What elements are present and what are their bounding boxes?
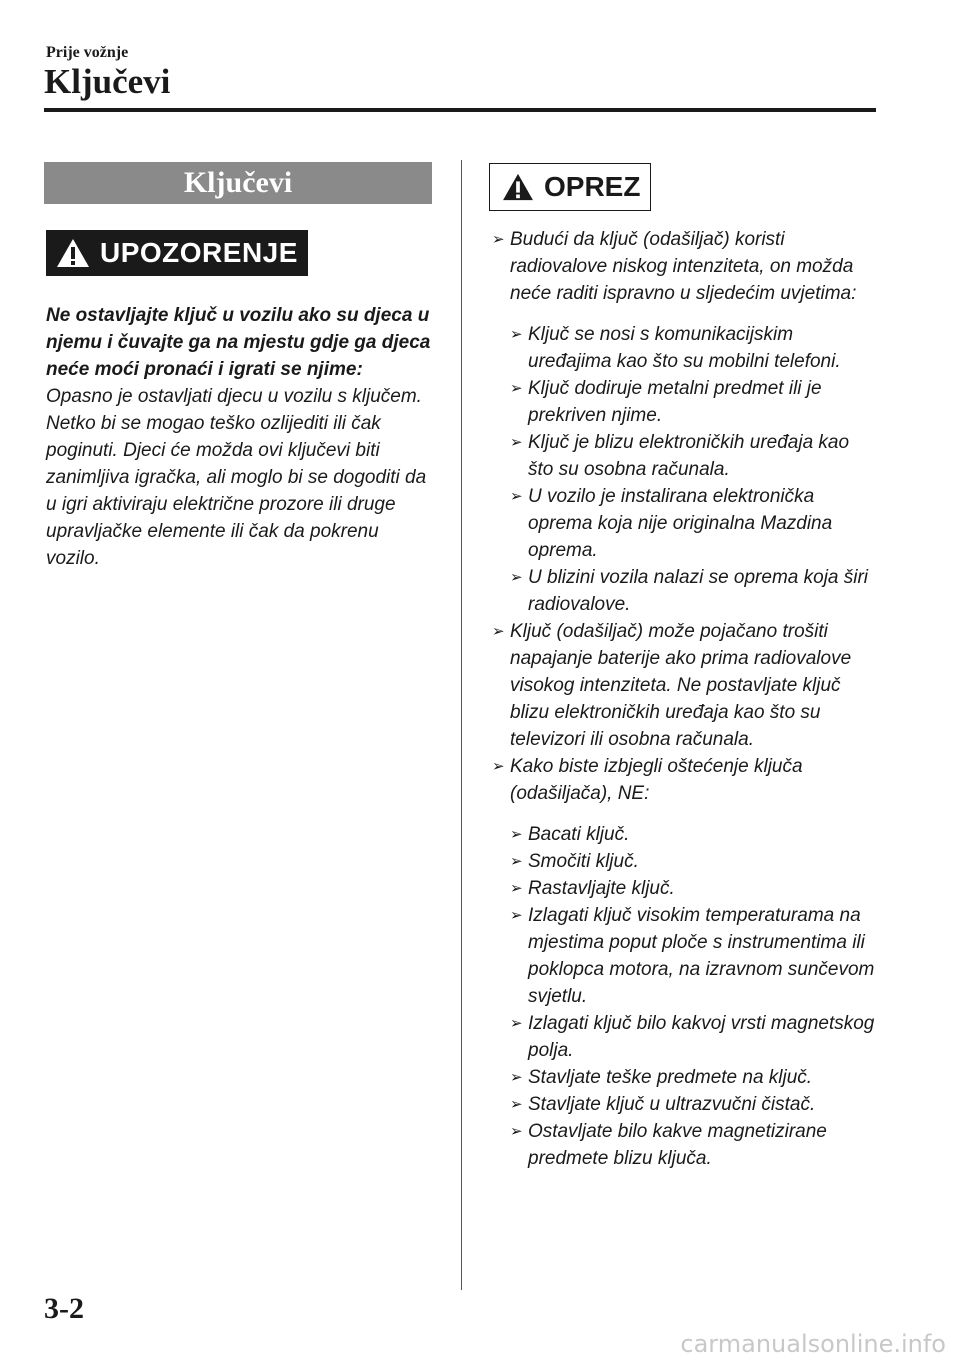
caution-subitem: ➢ Smočiti ključ. [510,848,877,875]
caution-subitem: ➢ U blizini vozila nalazi se oprema koja širi radiovalove. [510,564,877,618]
arrow-bullet-icon: ➢ [510,1123,523,1140]
caution-icon [502,173,534,201]
caution-subitem: ➢ Ostavljate bilo kakve magnetizirane predmete blizu ključa. [510,1118,877,1172]
arrow-bullet-icon: ➢ [510,1015,523,1032]
chapter-label: Prije vožnje [46,44,129,61]
arrow-bullet-icon: ➢ [510,880,523,897]
caution-subitem: ➢ Ključ je blizu elektroničkih uređaja kao što su osobna računala. [510,429,877,483]
arrow-bullet-icon: ➢ [510,380,523,397]
caution-subitem: ➢ Izlagati ključ bilo kakvoj vrsti magnetskog polja. [510,1010,877,1064]
caution-item: ➢ Budući da ključ (odašiljač) koristi radiovalove niskog intenziteta, on možda neće raditi ispravno u sljedećim uvjetima: [492,226,877,307]
caution-subitem: ➢ Ključ dodiruje metalni predmet ili je prekriven njime. [510,375,877,429]
arrow-bullet-icon: ➢ [492,758,505,775]
caution-banner [489,163,651,211]
caution-subitem: ➢ Bacati ključ. [510,821,877,848]
warning-banner [46,230,308,276]
arrow-bullet-icon: ➢ [510,488,523,505]
arrow-bullet-icon: ➢ [510,907,523,924]
arrow-bullet-icon: ➢ [510,326,523,343]
arrow-bullet-icon: ➢ [510,826,523,843]
arrow-bullet-icon: ➢ [510,853,523,870]
page-title: Ključevi [44,62,171,101]
caution-subitem: ➢ Rastavljajte ključ. [510,875,877,902]
caution-subitem: ➢ Ključ se nosi s komunikacijskim uređajima kao što su mobilni telefoni. [510,321,877,375]
arrow-bullet-icon: ➢ [510,569,523,586]
caution-sublist [492,821,877,1172]
watermark: carmanualsonline.info [680,1330,946,1358]
column-divider [461,160,462,1290]
warning-icon [56,238,90,268]
caution-subitem: ➢ U vozilo je instalirana elektronička oprema koja nije originalna Mazdina oprema. [510,483,877,564]
arrow-bullet-icon: ➢ [510,1069,523,1086]
section-title: Ključevi [44,162,432,204]
caution-subitem: ➢ Stavljate ključ u ultrazvučni čistač. [510,1091,877,1118]
arrow-bullet-icon: ➢ [510,434,523,451]
caution-subitem: ➢ Stavljate teške predmete na ključ. [510,1064,877,1091]
warning-text [46,302,436,572]
caution-list [492,226,877,1172]
page-number: 3-2 [44,1292,84,1325]
warning-label: UPOZORENJE [100,237,298,268]
warning-bold-text: Ne ostavljajte ključ u vozilu ako su djeca u njemu i čuvajte ga na mjestu gdje ga djeca neće moći pronaći i igrati se njime: [46,305,431,380]
caution-item: ➢ Kako biste izbjegli oštećenje ključa (odašiljača), NE: [492,753,877,807]
arrow-bullet-icon: ➢ [510,1096,523,1113]
caution-subitem: ➢ Izlagati ključ visokim temperaturama na mjestima poput ploče s instrumentima ili poklopca motora, na izravnom sunčevom svjetlu. [510,902,877,1010]
header-rule [44,108,876,112]
arrow-bullet-icon: ➢ [492,623,505,640]
arrow-bullet-icon: ➢ [492,231,505,248]
warning-body-text: Opasno je ostavljati djecu u vozilu s ključem. Netko bi se mogao teško ozlijediti ili čak poginuti. Djeci će možda ovi ključevi biti zanimljiva igračka, ali moglo bi se dogoditi da u igri aktiviraju električne prozore ili druge upravljačke elemente ili čak da pokrenu vozilo. [46,386,427,569]
caution-label: OPREZ [544,171,641,202]
caution-item: ➢ Ključ (odašiljač) može pojačano trošiti napajanje baterije ako prima radiovalove visokog intenziteta. Ne postavljate ključ blizu elektroničkih uređaja kao što su televizori ili osobna računala. [492,618,877,753]
caution-sublist [492,321,877,618]
